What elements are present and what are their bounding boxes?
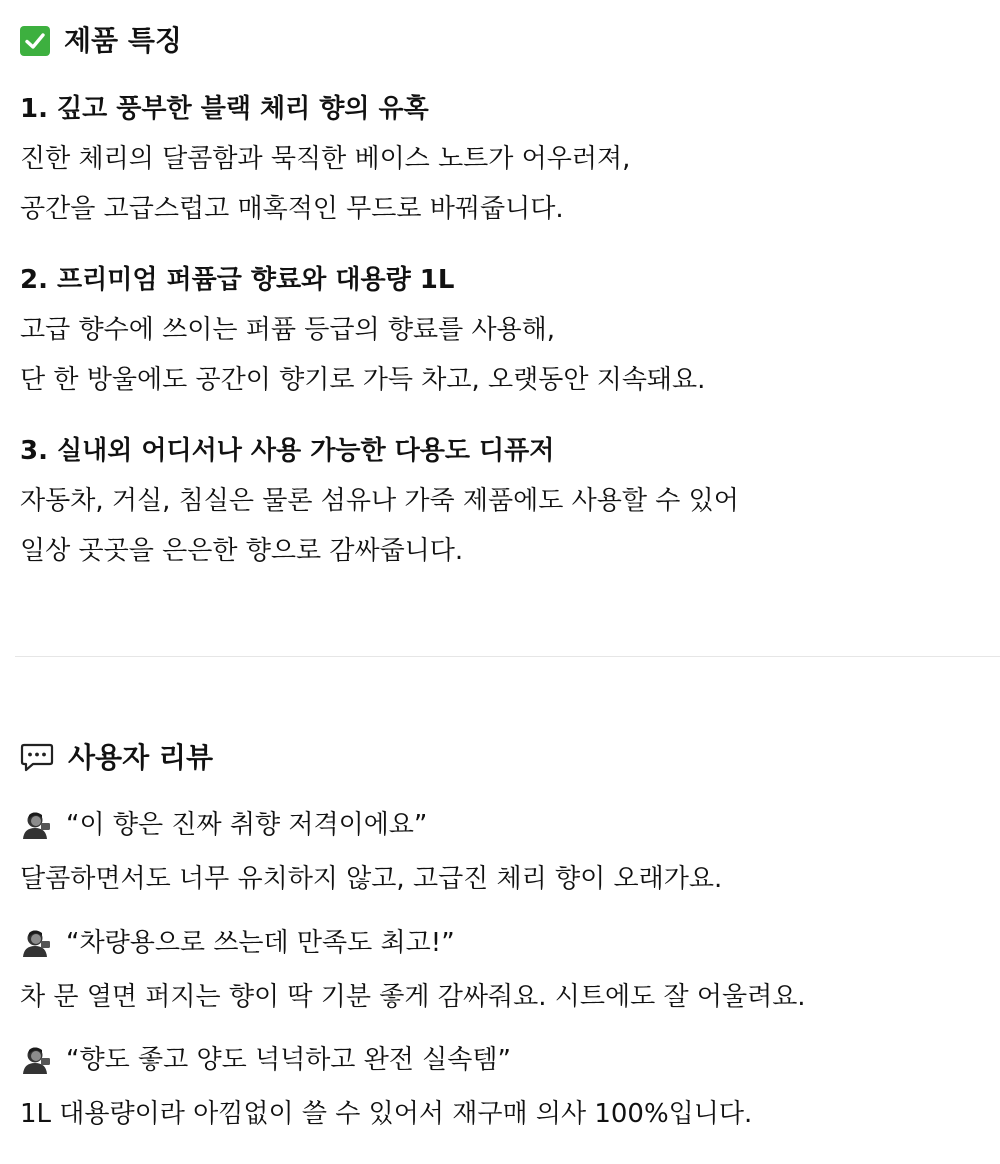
feature-line: 진한 체리의 달콤함과 묵직한 베이스 노트가 어우러져,: [20, 144, 631, 174]
reviews-title: 사용자 리뷰: [68, 741, 213, 774]
review-quote: “이 향은 진짜 취향 저격이에요”: [66, 810, 428, 840]
feature-line: 일상 곳곳을 은은한 향으로 감싸줍니다.: [20, 536, 464, 566]
feature-title: 3. 실내외 어디서나 사용 가능한 다용도 디퓨저: [20, 436, 555, 466]
reviews-heading: [20, 740, 213, 776]
review-quote: “향도 좋고 양도 넉넉하고 완전 실속템”: [66, 1045, 512, 1075]
review-quote-row: [20, 808, 722, 842]
review-quote: “차량용으로 쓰는데 만족도 최고!”: [66, 928, 455, 958]
feature-line: 자동차, 거실, 침실은 물론 섬유나 가죽 제품에도 사용할 수 있어: [20, 486, 739, 516]
review-body: 달콤하면서도 너무 유치하지 않고, 고급진 체리 향이 오래가요.: [20, 864, 723, 894]
feature-title: 2. 프리미엄 퍼퓸급 향료와 대용량 1L: [20, 265, 455, 295]
review-quote-row: [20, 1043, 752, 1077]
review-item: [20, 926, 806, 1014]
review-item: [20, 808, 722, 896]
feature-item: [20, 434, 739, 576]
check-mark-button-icon: [20, 26, 50, 56]
feature-title: 1. 깊고 풍부한 블랙 체리 향의 유혹: [20, 94, 429, 124]
feature-line: 공간을 고급스럽고 매혹적인 무드로 바꿔줍니다.: [20, 194, 564, 224]
person-avatar-icon: [20, 809, 52, 841]
feature-line: 단 한 방울에도 공간이 향기로 가득 차고, 오랫동안 지속돼요.: [20, 365, 706, 395]
person-avatar-icon: [20, 1044, 52, 1076]
feature-line: 고급 향수에 쓰이는 퍼퓸 등급의 향료를 사용해,: [20, 315, 556, 345]
person-avatar-icon: [20, 927, 52, 959]
review-body: 1L 대용량이라 아낌없이 쓸 수 있어서 재구매 의사 100%입니다.: [20, 1099, 753, 1129]
review-quote-row: [20, 926, 806, 960]
speech-bubble-icon: [20, 742, 54, 774]
review-body: 차 문 열면 퍼지는 향이 딱 기분 좋게 감싸줘요. 시트에도 잘 어울려요.: [20, 982, 806, 1012]
features-heading: [20, 23, 182, 59]
section-divider: [15, 656, 1000, 657]
feature-item: [20, 263, 705, 405]
review-item: [20, 1043, 752, 1131]
features-title: 제품 특징: [64, 24, 182, 57]
feature-item: [20, 92, 630, 234]
